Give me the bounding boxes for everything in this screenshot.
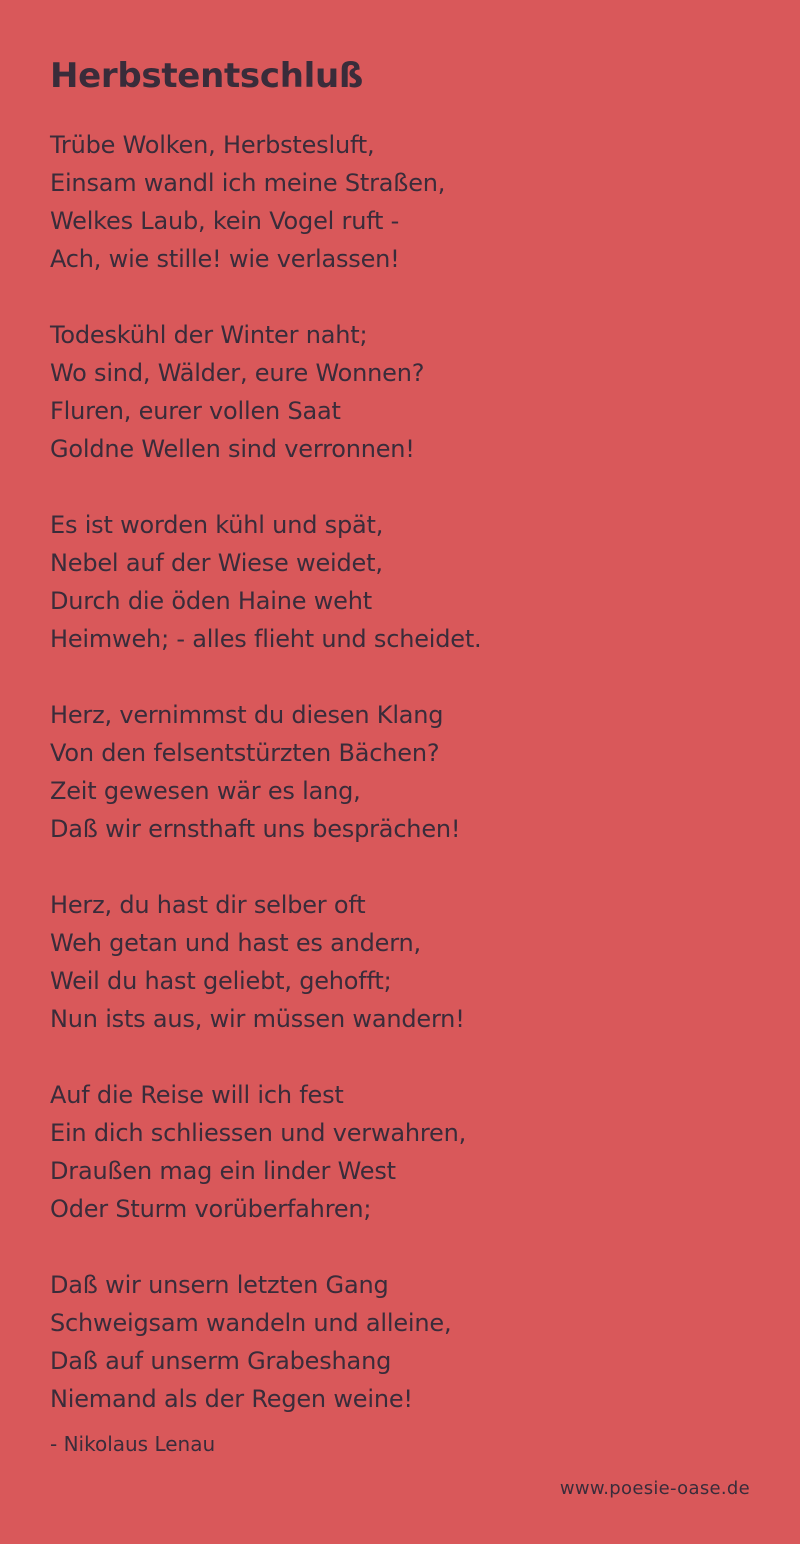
website-credit: www.poesie-oase.de — [559, 1478, 750, 1499]
verse-line: Daß wir ernsthaft uns besprächen! — [50, 815, 461, 843]
stanza-7 — [50, 1266, 451, 1418]
verse-line: Nun ist⁠s aus, wir müssen wandern! — [50, 1005, 465, 1033]
verse-line: Es ist worden kühl und spät, — [50, 511, 384, 539]
verse-line: Durch die öden Haine weht — [50, 587, 372, 615]
stanza-6 — [50, 1076, 466, 1228]
stanza-1 — [50, 126, 445, 278]
verse-line: Oder Sturm vorüberfahren; — [50, 1195, 372, 1223]
verse-line: Weil du hast geliebt, gehofft; — [50, 967, 392, 995]
verse-line: Nebel auf der Wiese weidet, — [50, 549, 383, 577]
verse-line: Heimweh; - alles flieht und scheidet. — [50, 625, 482, 653]
verse-line: Von den felsentstürzten Bächen? — [50, 739, 440, 767]
verse-line: Goldne Wellen sind verronnen! — [50, 435, 415, 463]
verse-line: Todeskühl der Winter naht; — [50, 321, 368, 349]
verse-line: Niemand als der Regen weine! — [50, 1385, 413, 1413]
verse-line: Ach, wie stille! wie verlassen! — [50, 245, 400, 273]
verse-line: Welkes Laub, kein Vogel ruft - — [50, 207, 400, 235]
verse-line: Daß auf unserm Grabeshang — [50, 1347, 392, 1375]
verse-line: Auf die Reise will ich fest — [50, 1081, 344, 1109]
verse-line: Schweigsam wandeln und alleine, — [50, 1309, 452, 1337]
stanza-4 — [50, 696, 460, 848]
stanza-3 — [50, 506, 481, 658]
stanza-2 — [50, 316, 424, 468]
verse-line: Einsam wandl⁠ ich meine Straßen, — [50, 169, 446, 197]
verse-line: Herz, du hast dir selber oft — [50, 891, 366, 919]
poem-author: - Nikolaus Lenau — [50, 1432, 216, 1456]
verse-line: Ein dich schliessen und verwahren, — [50, 1119, 467, 1147]
verse-line: Daß wir unsern letzten Gang — [50, 1271, 389, 1299]
verse-line: Weh getan und hast es andern, — [50, 929, 421, 957]
stanza-5 — [50, 886, 465, 1038]
verse-line: Wo sind, Wälder, eure Wonnen? — [50, 359, 425, 387]
verse-line: Trübe Wolken, Herbstesluft, — [50, 131, 375, 159]
poem-title: Herbstentschluß — [50, 56, 364, 96]
verse-line: Draußen mag ein linder West — [50, 1157, 396, 1185]
verse-line: Zeit gewesen wär⁠ es lang, — [50, 777, 361, 805]
verse-line: Herz, vernimmst du diesen Klang — [50, 701, 444, 729]
verse-line: Fluren, eurer vollen Saat — [50, 397, 341, 425]
